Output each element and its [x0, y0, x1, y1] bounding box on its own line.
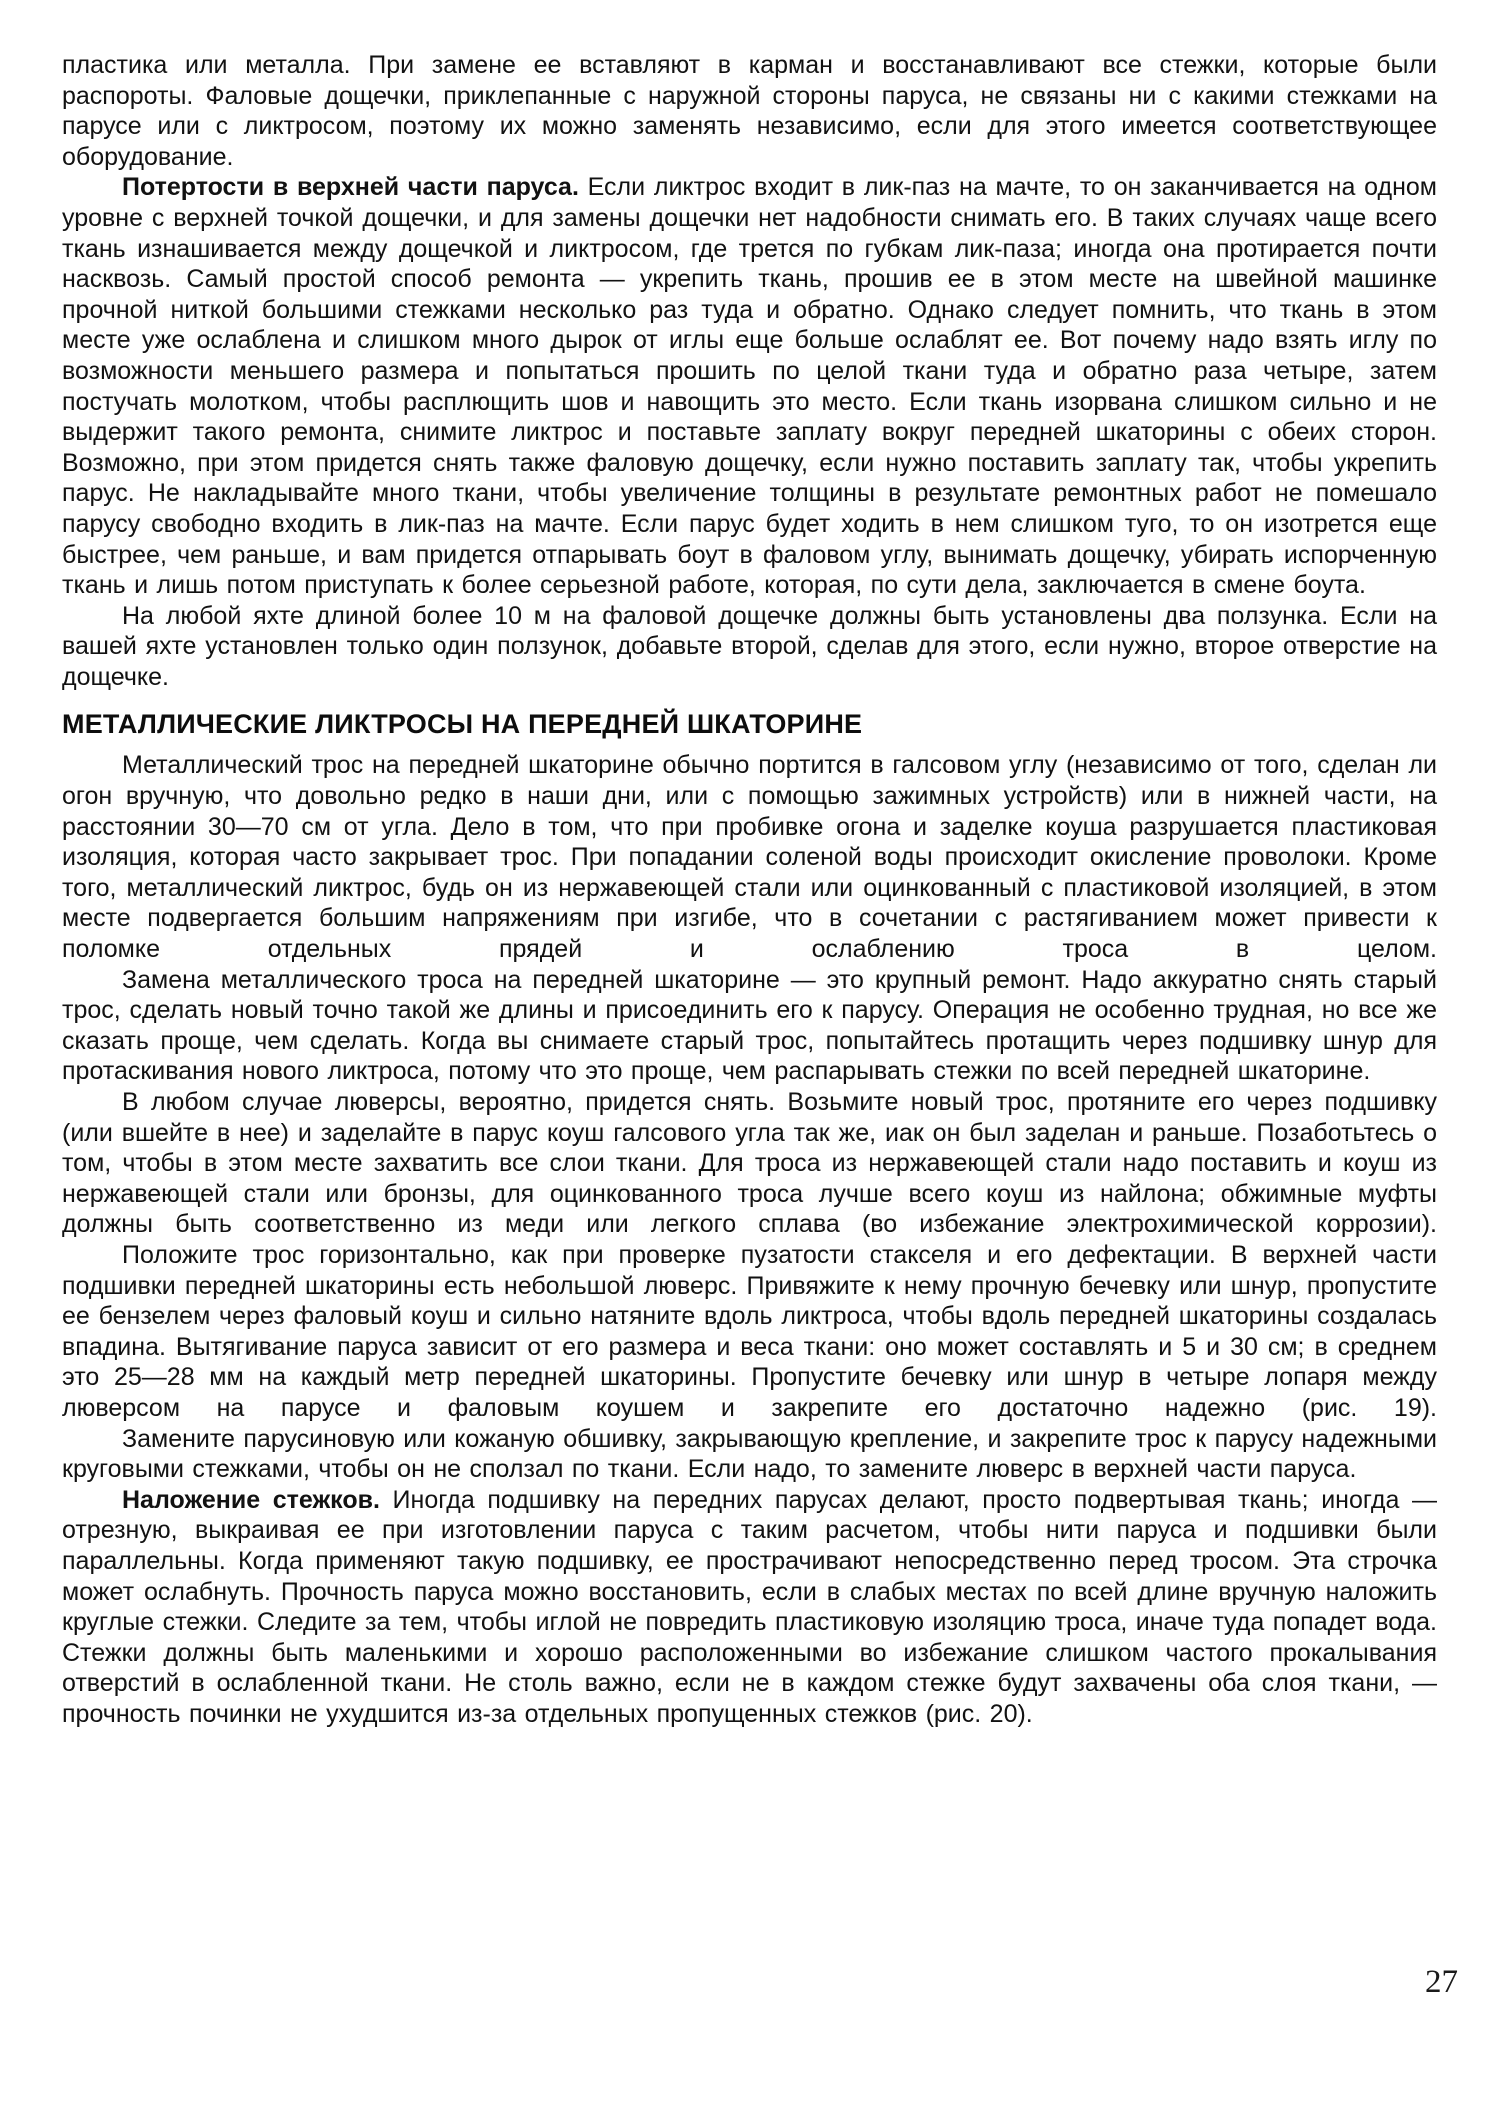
text-column [62, 50, 1437, 1729]
section-heading: МЕТАЛЛИЧЕСКИЕ ЛИКТРОСЫ НА ПЕРЕДНЕЙ ШКАТОРИНЕ [62, 709, 863, 740]
paragraph-replace-covering: Замените парусиновую или кожаную обшивку, закрывающую крепление, и закрепите трос к парусу надежными круговыми стежками, чтобы он не сползал по ткани. Если надо, то замените люверс в верхней части паруса. [62, 1424, 1437, 1484]
paragraph-wire-luff-rope-damage: Металлический трос на передней шкаторине обычно портится в галсовом углу (независимо от того, сделан ли огон вручную, что довольно редко в наши дни, или с помощью зажимных устройств) или в нижней части, на расстоянии 30—70 см от угла. Дело в том, что при пробивке огона и заделке коуша разрушается пластиковая изоляция, которая часто закрывает трос. При попадании соленой воды происходит окисление проволоки. Кроме того, металлический ликтрос, будь он из нержавеющей стали или оцинкованный с пластиковой изоляцией, в этом месте подвергается большим напряжениям при изгибе, что в сочетании с растягиванием может привести к поломке отдельных прядей и ослаблению троса в целом. [62, 751, 1437, 964]
paragraph-text: Если ликтрос входит в лик-паз на мачте, то он заканчивается на одном уровне с верхней точкой дощечки, и для замены дощечки нет надобности снимать его. В таких случаях чаще всего ткань изнашивается между дощечкой и ликтросом, где трется по губкам лик-паза; иногда она протирается почти насквозь. Самый простой способ ремонта — укрепить ткань, прошив ее в этом месте на швейной машинке прочной ниткой большими стежками несколько раз туда и обратно. Однако следует помнить, что ткань в этом месте уже ослаблена и слишком много дырок от иглы еще больше ослаблят ее. Вот почему надо взять иглу по возможности меньшего размера и попытаться прошить по целой ткани туда и обратно раза четыре, затем постучать молотком, чтобы расплющить шов и навощить это место. Если ткань изорвана слишком сильно и не выдержит такого ремонта, снимите ликтрос и поставьте заплату вокруг передней шкаторины с обеих сторон. Возможно, при этом придется снять также фаловую дощечку, если нужно поставить заплату так, чтобы укрепить парус. Не накладывайте много ткани, чтобы увеличение толщины в результате ремонтных работ не помешало парусу свободно входить в лик-паз на мачте. Если парус будет ходить в нем слишком туго, то он изотрется еще быстрее, чем раньше, и вам придется отпарывать боут в фаловом углу, вынимать дощечку, убирать испорченную ткань и лишь потом приступать к более серьезной работе, которая, по сути дела, заключается в смене боута. [62, 173, 1437, 600]
paragraph-stitching [62, 1485, 1437, 1730]
paragraph-lead: Наложение стежков. [122, 1485, 380, 1514]
paragraph-lay-rope-horizontal: Положите трос горизонтально, как при проверке пузатости стакселя и его дефектации. В верхней части подшивки передней шкаторины есть небольшой люверс. Привяжите к нему прочную бечевку или шнур, пропустите ее бензелем через фаловый коуш и сильно натяните вдоль ликтроса, чтобы вдоль передней шкаторины создалась впадина. Вытягивание паруса зависит от его размера и веса ткани: оно может составлять и 5 и 30 см; в среднем это 25—28 мм на каждый метр передней шкаторины. Пропустите бечевку или шнур в четыре лопаря между люверсом на парусе и фаловым коушем и закрепите его достаточно надежно (рис. 19). [62, 1240, 1437, 1422]
page-number: 27 [1425, 1964, 1458, 2000]
paragraph-wire-replacement: Замена металлического троса на передней шкаторине — это крупный ремонт. Надо аккуратно снять старый трос, сделать новый точно такой же длины и присоединить его к парусу. Операция не особенно трудная, но все же сказать проще, чем сделать. Когда вы снимаете старый трос, попытайтесь протащить через подшивку шнур для протаскивания нового ликтроса, потому что это проще, чем распарывать стежки по всей передней шкаторине. [62, 965, 1437, 1086]
paragraph-eyelets-and-thimbles: В любом случае люверсы, вероятно, придется снять. Возьмите новый трос, протяните его через подшивку (или вшейте в нее) и заделайте в парус коуш галсового угла так же, иак он был заделан и раньше. Позаботьтесь о том, чтобы в этом месте захватить все слои ткани. Для троса из нержавеющей стали надо поставить и коуш из нержавеющей стали или бронзы, для оцинкованного троса лучше всего коуш из найлона; обжимные муфты должны быть соответственно из меди или легкого сплава (во избежание электрохимической коррозии). [62, 1088, 1437, 1239]
paragraph-continuation: пластика или металла. При замене ее вставляют в карман и восстанавливают все стежки, которые были распороты. Фаловые дощечки, приклепанные с наружной стороны паруса, не связаны ни с какими стежками на парусе или с ликтросом, поэтому их можно заменять независимо, если для этого имеется соответствующее оборудование. [62, 51, 1437, 171]
paragraph-lead: Потертости в верхней части паруса. [122, 173, 579, 202]
paragraph-slides-on-headboard: На любой яхте длиной более 10 м на фаловой дощечке должны быть установлены два ползунка. Если на вашей яхте установлен только один ползунок, добавьте второй, сделав для этого, если нужно, второе отверстие на дощечке. [62, 601, 1437, 691]
paragraph-text: Иногда подшивку на передних парусах делают, просто подвертывая ткань; иногда — отрезную, выкраивая ее при изготовлении паруса с таким расчетом, чтобы нити паруса и подшивки были параллельны. Когда применяют такую подшивку, ее прострачивают непосредственно перед тросом. Эта строчка может ослабнуть. Прочность паруса можно восстановить, если в слабых местах по всей длине вручную наложить круглые стежки. Следите за тем, чтобы иглой не повредить пластиковую изоляцию троса, иначе туда попадет вода. Стежки должны быть маленькими и хорошо расположенными во избежание слишком частого прокалывания отверстий в ослабленной ткани. Не столь важно, если не в каждом стежке будут захвачены оба слоя ткани, — прочность починки не ухудшится из-за отдельных пропущенных стежков (рис. 20). [62, 1485, 1437, 1728]
paragraph-chafe-top-of-sail [62, 172, 1437, 600]
